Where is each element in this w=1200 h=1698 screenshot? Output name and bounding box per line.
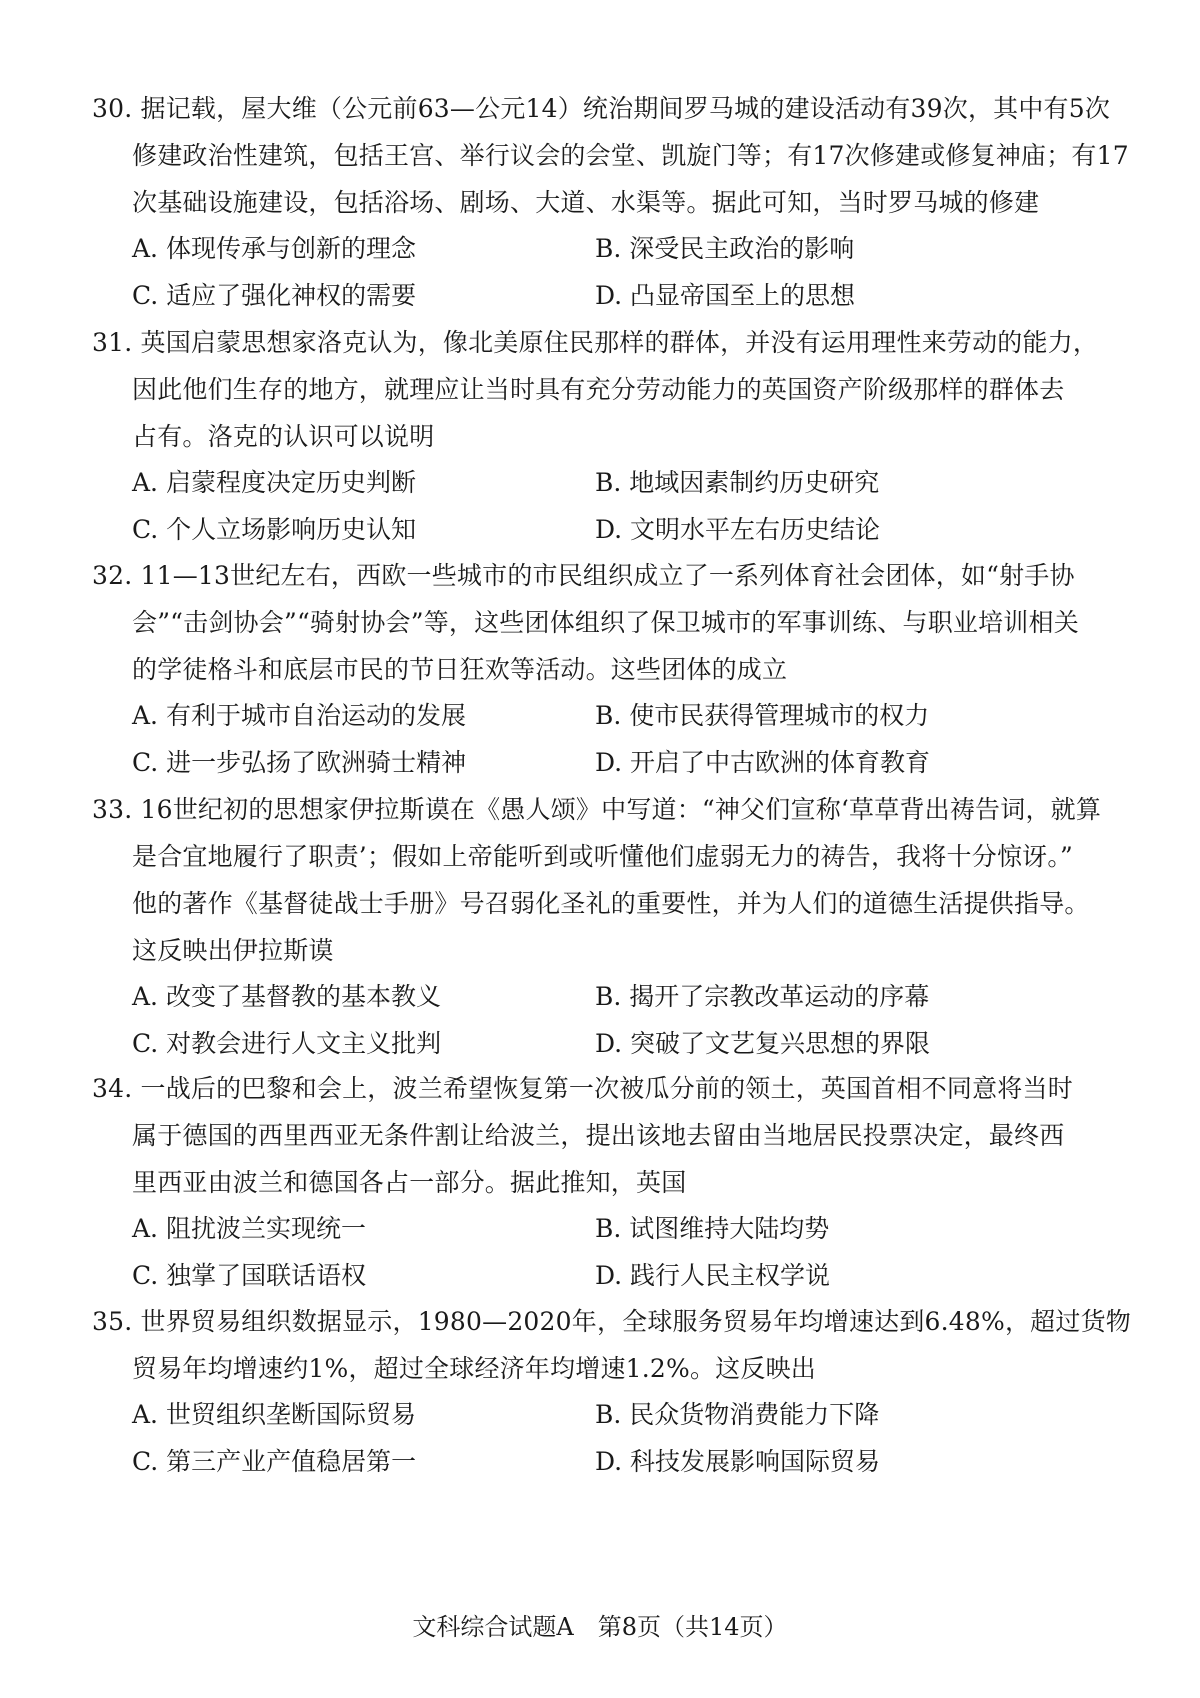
question-31 [92, 330, 1122, 542]
option-b[interactable]: B. 深受民主政治的影响 [595, 234, 855, 263]
question-30 [92, 94, 1129, 310]
option-b[interactable]: B. 揭开了宗教改革运动的序幕 [595, 982, 930, 1011]
option-a[interactable]: A. 世贸组织垄断国际贸易 [132, 1400, 416, 1429]
options-row [92, 283, 1122, 308]
option-a[interactable]: A. 阻扰波兰实现统一 [132, 1214, 366, 1243]
options-row [92, 1402, 1122, 1427]
options-row [92, 236, 1122, 261]
question-text-line: 32. 11—13世纪左右，西欧一些城市的市民组织成立了一系列体育社会团体，如“射手协 [92, 561, 1075, 590]
option-d[interactable]: D. 文明水平左右历史结论 [595, 515, 881, 544]
question-text-line: 是合宜地履行了职责’；假如上帝能听到或听懂他们虚弱无力的祷告，我将十分惊讶。” [132, 842, 1074, 871]
question-text-line: 他的著作《基督徒战士手册》号召弱化圣礼的重要性，并为人们的道德生活提供指导。 [132, 889, 1090, 918]
question-text-line: 35. 世界贸易组织数据显示，1980—2020年，全球服务贸易年均增速达到6.48%，超过货物 [92, 1307, 1131, 1336]
option-b[interactable]: B. 民众货物消费能力下降 [595, 1400, 880, 1429]
question-34 [92, 1076, 1122, 1288]
question-text-line: 占有。洛克的认识可以说明 [132, 422, 435, 451]
option-a[interactable]: A. 启蒙程度决定历史判断 [132, 468, 416, 497]
options-row [92, 1031, 1122, 1056]
question-text-line: 修建政治性建筑，包括王宫、举行议会的会堂、凯旋门等；有17次修建或修复神庙；有17 [132, 141, 1129, 170]
options-row [92, 517, 1122, 542]
option-d[interactable]: D. 开启了中古欧洲的体育教育 [595, 748, 931, 777]
option-d[interactable]: D. 突破了文艺复兴思想的界限 [595, 1029, 931, 1058]
options-row [92, 1216, 1122, 1241]
option-b[interactable]: B. 地域因素制约历史研究 [595, 468, 880, 497]
option-c[interactable]: C. 个人立场影响历史认知 [132, 515, 417, 544]
question-text-line: 会”“击剑协会”“骑射协会”等，这些团体组织了保卫城市的军事训练、与职业培训相关 [132, 608, 1079, 637]
question-text-line: 30. 据记载，屋大维（公元前63—公元14）统治期间罗马城的建设活动有39次，其中有5次 [92, 94, 1111, 123]
question-text-line: 属于德国的西里西亚无条件割让给波兰，提出该地去留由当地居民投票决定，最终西 [132, 1121, 1065, 1150]
option-a[interactable]: A. 改变了基督教的基本教义 [132, 982, 441, 1011]
options-row [92, 703, 1122, 728]
question-35 [92, 1307, 1131, 1476]
options-row [92, 1449, 1122, 1474]
question-text-line: 次基础设施建设，包括浴场、剧场、大道、水渠等。据此可知，当时罗马城的修建 [132, 188, 1040, 217]
option-d[interactable]: D. 凸显帝国至上的思想 [595, 281, 856, 310]
option-b[interactable]: B. 试图维持大陆均势 [595, 1214, 830, 1243]
question-33 [92, 797, 1122, 1056]
option-c[interactable]: C. 对教会进行人文主义批判 [132, 1029, 442, 1058]
options-row [92, 750, 1122, 775]
option-c[interactable]: C. 适应了强化神权的需要 [132, 281, 417, 310]
options-row [92, 984, 1122, 1009]
question-text-line: 贸易年均增速约1%，超过全球经济年均增速1.2%。这反映出 [132, 1354, 816, 1383]
option-c[interactable]: C. 进一步弘扬了欧洲骑士精神 [132, 748, 467, 777]
options-row [92, 1263, 1122, 1288]
question-text-line: 的学徒格斗和底层市民的节日狂欢等活动。这些团体的成立 [132, 655, 788, 684]
option-c[interactable]: C. 第三产业产值稳居第一 [132, 1447, 417, 1476]
question-text-line: 31. 英国启蒙思想家洛克认为，像北美原住民那样的群体，并没有运用理性来劳动的能力， [92, 328, 1099, 357]
question-32 [92, 563, 1122, 775]
question-text-line: 33. 16世纪初的思想家伊拉斯谟在《愚人颂》中写道：“神父们宣称‘草草背出祷告词，就算 [92, 795, 1102, 824]
option-d[interactable]: D. 科技发展影响国际贸易 [595, 1447, 881, 1476]
page-footer: 文科综合试题A 第8页（共14页） [412, 1613, 788, 1641]
option-d[interactable]: D. 践行人民主权学说 [595, 1261, 831, 1290]
question-text-line: 因此他们生存的地方，就理应让当时具有充分劳动能力的英国资产阶级那样的群体去 [132, 375, 1065, 404]
question-text-line: 里西亚由波兰和德国各占一部分。据此推知，英国 [132, 1168, 687, 1197]
option-a[interactable]: A. 有利于城市自治运动的发展 [132, 701, 466, 730]
question-text-line: 这反映出伊拉斯谟 [132, 936, 334, 965]
option-c[interactable]: C. 独掌了国联话语权 [132, 1261, 367, 1290]
question-text-line: 34. 一战后的巴黎和会上，波兰希望恢复第一次被瓜分前的领土，英国首相不同意将当时 [92, 1074, 1073, 1103]
options-row [92, 470, 1122, 495]
option-b[interactable]: B. 使市民获得管理城市的权力 [595, 701, 930, 730]
option-a[interactable]: A. 体现传承与创新的理念 [132, 234, 416, 263]
